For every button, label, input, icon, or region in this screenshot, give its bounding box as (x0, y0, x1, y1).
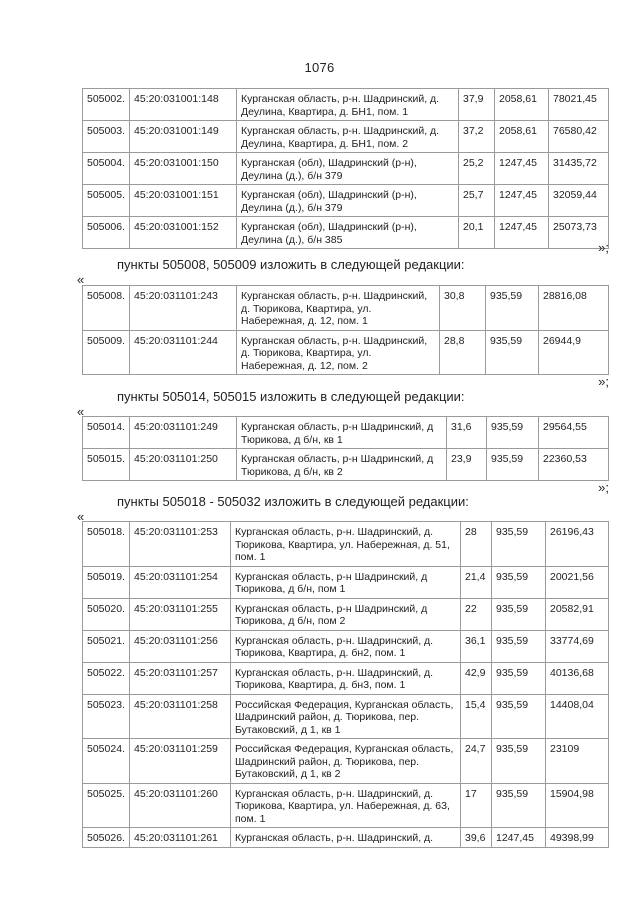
cell-address: Курганская (обл), Шадринский (р-н), Деулина (д.), б/н 385 (237, 217, 459, 249)
cell-record-number: 505015. (83, 449, 130, 481)
table-row (83, 121, 609, 153)
table-row (83, 449, 609, 481)
cell-record-number: 505008. (83, 286, 130, 331)
table-row (83, 630, 609, 662)
cell-value: 28816,08 (539, 286, 609, 331)
table-row (83, 330, 609, 375)
cell-area: 37,2 (459, 121, 495, 153)
opening-quote: « (77, 404, 85, 419)
cell-value: 20582,91 (546, 598, 609, 630)
cell-value: 29564,55 (539, 417, 609, 449)
cell-value: 31435,72 (549, 153, 609, 185)
cell-cadastral-number: 45:20:031101:253 (130, 522, 231, 567)
table-row (83, 522, 609, 567)
cell-address: Курганская область, р-н. Шадринский, д. Тюрикова, Квартира, ул. Набережная, д. 12, пом. 2 (237, 330, 440, 375)
cell-address: Российская Федерация, Курганская область, Шадринский район, д. Тюрикова, пер. Бутаковский, д 1, кв 2 (231, 739, 461, 784)
cell-cadastral-number: 45:20:031001:150 (130, 153, 237, 185)
cell-rate: 935,59 (492, 662, 546, 694)
cell-value: 15904,98 (546, 783, 609, 828)
cell-cadastral-number: 45:20:031101:255 (130, 598, 231, 630)
cell-area: 39,6 (461, 828, 492, 848)
table-row (83, 694, 609, 739)
cell-area: 21,4 (461, 566, 492, 598)
cell-value: 23109 (546, 739, 609, 784)
cell-record-number: 505004. (83, 153, 130, 185)
cell-address: Курганская область, р-н Шадринский, д Тюрикова, д б/н, кв 2 (237, 449, 447, 481)
closing-quote: »; (598, 374, 609, 389)
cell-cadastral-number: 45:20:031001:152 (130, 217, 237, 249)
cell-record-number: 505022. (83, 662, 130, 694)
table-row (83, 828, 609, 848)
cell-address: Курганская область, р-н. Шадринский, д. Тюрикова, Квартира, ул. Набережная, д. 51, пом. 1 (231, 522, 461, 567)
cell-area: 17 (461, 783, 492, 828)
closing-quote: »; (598, 240, 609, 255)
table-row (83, 153, 609, 185)
cell-record-number: 505026. (83, 828, 130, 848)
cell-address: Курганская область, р-н. Шадринский, д. Тюрикова, Квартира, ул. Набережная, д. 63, пом. 1 (231, 783, 461, 828)
cell-rate: 935,59 (486, 330, 539, 375)
cell-cadastral-number: 45:20:031101:254 (130, 566, 231, 598)
cell-rate: 1247,45 (495, 185, 549, 217)
cell-rate: 935,59 (492, 566, 546, 598)
cell-record-number: 505002. (83, 89, 130, 121)
cell-record-number: 505009. (83, 330, 130, 375)
table-row (83, 89, 609, 121)
records-table-2 (82, 285, 609, 375)
cell-value: 78021,45 (549, 89, 609, 121)
cell-area: 22 (461, 598, 492, 630)
cell-area: 30,8 (440, 286, 486, 331)
cell-rate: 935,59 (487, 417, 539, 449)
table-row (83, 662, 609, 694)
cell-rate: 2058,61 (495, 89, 549, 121)
cell-rate: 1247,45 (495, 217, 549, 249)
cell-rate: 935,59 (492, 694, 546, 739)
cell-area: 31,6 (447, 417, 487, 449)
cell-area: 37,9 (459, 89, 495, 121)
cell-cadastral-number: 45:20:031101:249 (130, 417, 237, 449)
cell-record-number: 505024. (83, 739, 130, 784)
cell-address: Российская Федерация, Курганская область, Шадринский район, д. Тюрикова, пер. Бутаковский, д 1, кв 1 (231, 694, 461, 739)
cell-address: Курганская область, р-н Шадринский, д Тюрикова, д б/н, кв 1 (237, 417, 447, 449)
cell-record-number: 505005. (83, 185, 130, 217)
table-row (83, 417, 609, 449)
amendment-instruction: пункты 505014, 505015 изложить в следующей редакции: (117, 389, 465, 404)
cell-area: 36,1 (461, 630, 492, 662)
cell-cadastral-number: 45:20:031101:260 (130, 783, 231, 828)
cell-rate: 935,59 (492, 630, 546, 662)
cell-value: 33774,69 (546, 630, 609, 662)
cell-area: 25,7 (459, 185, 495, 217)
cell-area: 25,2 (459, 153, 495, 185)
table-row (83, 185, 609, 217)
cell-rate: 2058,61 (495, 121, 549, 153)
records-table-4 (82, 521, 609, 848)
cell-cadastral-number: 45:20:031101:258 (130, 694, 231, 739)
cell-value: 20021,56 (546, 566, 609, 598)
cell-address: Курганская область, р-н Шадринский, д Тюрикова, д б/н, пом 1 (231, 566, 461, 598)
cell-rate: 935,59 (486, 286, 539, 331)
table-row (83, 783, 609, 828)
cell-value: 32059,44 (549, 185, 609, 217)
cell-address: Курганская (обл), Шадринский (р-н), Деулина (д.), б/н 379 (237, 153, 459, 185)
cell-address: Курганская (обл), Шадринский (р-н), Деулина (д.), б/н 379 (237, 185, 459, 217)
records-table-1 (82, 88, 609, 249)
cell-value: 49398,99 (546, 828, 609, 848)
cell-value: 22360,53 (539, 449, 609, 481)
cell-rate: 935,59 (487, 449, 539, 481)
cell-cadastral-number: 45:20:031101:259 (130, 739, 231, 784)
table-row (83, 598, 609, 630)
cell-address: Курганская область, р-н. Шадринский, д. (231, 828, 461, 848)
cell-cadastral-number: 45:20:031101:243 (130, 286, 237, 331)
table-row (83, 217, 609, 249)
cell-rate: 1247,45 (495, 153, 549, 185)
cell-value: 26944,9 (539, 330, 609, 375)
cell-area: 42,9 (461, 662, 492, 694)
cell-value: 25073,73 (549, 217, 609, 249)
cell-value: 40136,68 (546, 662, 609, 694)
cell-cadastral-number: 45:20:031101:256 (130, 630, 231, 662)
cell-record-number: 505019. (83, 566, 130, 598)
cell-record-number: 505006. (83, 217, 130, 249)
cell-rate: 935,59 (492, 522, 546, 567)
cell-area: 28,8 (440, 330, 486, 375)
cell-address: Курганская область, р-н. Шадринский, д. Деулина, Квартира, д. БН1, пом. 2 (237, 121, 459, 153)
cell-address: Курганская область, р-н. Шадринский, д. Тюрикова, Квартира, ул. Набережная, д. 12, пом. 1 (237, 286, 440, 331)
cell-cadastral-number: 45:20:031001:148 (130, 89, 237, 121)
cell-cadastral-number: 45:20:031001:149 (130, 121, 237, 153)
table-row (83, 566, 609, 598)
cell-cadastral-number: 45:20:031101:250 (130, 449, 237, 481)
cell-rate: 935,59 (492, 598, 546, 630)
cell-area: 24,7 (461, 739, 492, 784)
closing-quote: »; (598, 480, 609, 495)
cell-value: 76580,42 (549, 121, 609, 153)
cell-address: Курганская область, р-н. Шадринский, д. Тюрикова, Квартира, д. бн3, пом. 1 (231, 662, 461, 694)
page-number: 1076 (304, 60, 335, 75)
cell-record-number: 505021. (83, 630, 130, 662)
cell-area: 20,1 (459, 217, 495, 249)
cell-rate: 1247,45 (492, 828, 546, 848)
amendment-instruction: пункты 505008, 505009 изложить в следующей редакции: (117, 257, 465, 272)
table-row (83, 286, 609, 331)
cell-record-number: 505020. (83, 598, 130, 630)
cell-cadastral-number: 45:20:031101:257 (130, 662, 231, 694)
cell-record-number: 505014. (83, 417, 130, 449)
cell-area: 23,9 (447, 449, 487, 481)
cell-address: Курганская область, р-н. Шадринский, д. Тюрикова, Квартира, д. бн2, пом. 1 (231, 630, 461, 662)
cell-record-number: 505023. (83, 694, 130, 739)
opening-quote: « (77, 509, 85, 524)
cell-record-number: 505018. (83, 522, 130, 567)
cell-cadastral-number: 45:20:031101:261 (130, 828, 231, 848)
cell-cadastral-number: 45:20:031101:244 (130, 330, 237, 375)
cell-record-number: 505003. (83, 121, 130, 153)
cell-record-number: 505025. (83, 783, 130, 828)
cell-area: 15,4 (461, 694, 492, 739)
cell-address: Курганская область, р-н. Шадринский, д. Деулина, Квартира, д. БН1, пом. 1 (237, 89, 459, 121)
cell-value: 26196,43 (546, 522, 609, 567)
cell-rate: 935,59 (492, 783, 546, 828)
cell-cadastral-number: 45:20:031001:151 (130, 185, 237, 217)
cell-address: Курганская область, р-н Шадринский, д Тюрикова, д б/н, пом 2 (231, 598, 461, 630)
opening-quote: « (77, 272, 85, 287)
cell-rate: 935,59 (492, 739, 546, 784)
cell-area: 28 (461, 522, 492, 567)
records-table-3 (82, 416, 609, 481)
amendment-instruction: пункты 505018 - 505032 изложить в следующей редакции: (117, 494, 469, 509)
cell-value: 14408,04 (546, 694, 609, 739)
table-row (83, 739, 609, 784)
